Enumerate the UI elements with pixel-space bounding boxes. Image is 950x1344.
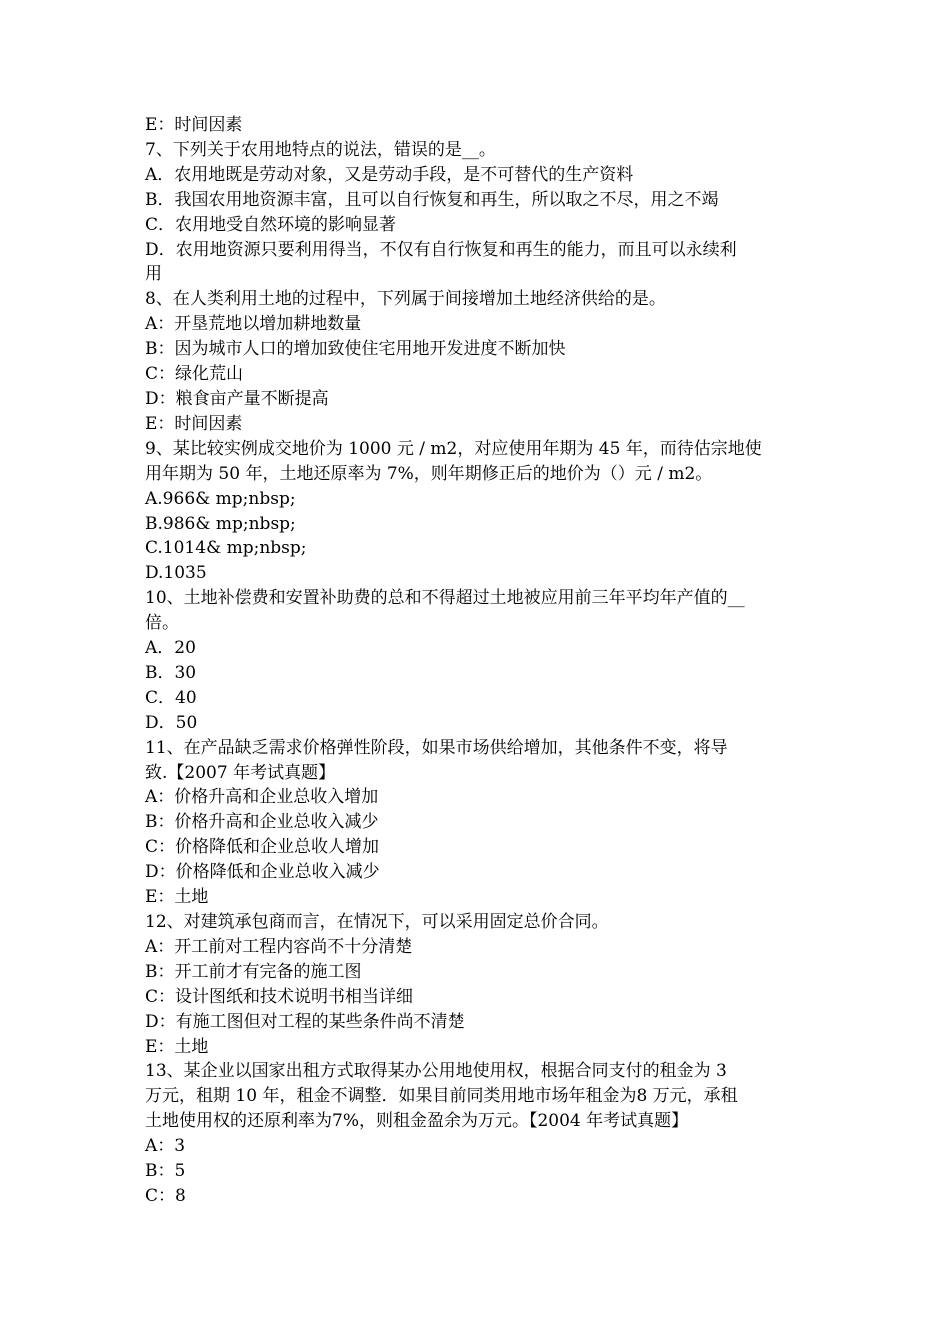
option-c: C.1014& mp;nbsp; (145, 538, 307, 559)
option-a: A.966& mp;nbsp; (145, 488, 296, 509)
question-13: 13、某企业以国家出租方式取得某办公用地使用权，根据合同支付的租金为 3 (145, 1061, 727, 1082)
option-b: B：5 (145, 1161, 186, 1182)
option-d: D：粮食亩产量不断提高 (145, 388, 329, 409)
question-13-continued: 万元，租期 10 年，租金不调整．如果目前同类用地市场年租金为8 万元，承租 (145, 1086, 738, 1107)
question-11-continued: 致.【2007 年考试真题】 (145, 762, 336, 783)
option-c: C：8 (145, 1185, 186, 1206)
option-a: A：开垦荒地以增加耕地数量 (145, 314, 362, 335)
option-c: C：绿化荒山 (145, 364, 244, 385)
option-b: B．30 (145, 662, 197, 683)
option-a: A：开工前对工程内容尚不十分清楚 (145, 936, 413, 957)
question-7: 7、下列关于农用地特点的说法，错误的是__。 (145, 139, 496, 160)
option-c: C：价格降低和企业总收人增加 (145, 837, 380, 858)
option-d-continued: 用 (145, 264, 162, 285)
option-e: E：土地 (145, 887, 209, 908)
question-9-continued: 用年期为 50 年，土地还原率为 7%，则年期修正后的地价为（）元 / m2。 (145, 463, 713, 484)
option-b: B：价格升高和企业总收入减少 (145, 812, 379, 833)
question-11: 11、在产品缺乏需求价格弹性阶段，如果市场供给增加，其他条件不变，将导 (145, 737, 728, 758)
option-e: E：时间因素 (145, 413, 243, 434)
option-a: A．20 (145, 638, 196, 659)
text-line: E：时间因素 (145, 115, 243, 135)
option-d: D.1035 (145, 563, 207, 584)
question-12: 12、对建筑承包商而言，在情况下，可以采用固定总价合同。 (145, 912, 609, 932)
option-d: D．50 (145, 712, 198, 733)
option-c: C．40 (145, 687, 197, 708)
document-page (145, 113, 810, 1209)
option-c: C．农用地受自然环境的影响显著 (145, 214, 397, 235)
option-a: A：3 (145, 1136, 186, 1157)
option-e: E：土地 (145, 1036, 209, 1057)
option-d: D：有施工图但对工程的某些条件尚不清楚 (145, 1011, 465, 1032)
option-c: C：设计图纸和技术说明书相当详细 (145, 986, 414, 1007)
option-a: A．农用地既是劳动对象，又是劳动手段，是不可替代的生产资料 (145, 164, 634, 185)
option-b: B．我国农用地资源丰富，且可以自行恢复和再生，所以取之不尽，用之不竭 (145, 189, 719, 210)
question-10-continued: 倍。 (145, 613, 179, 634)
option-d: D：价格降低和企业总收入减少 (145, 862, 380, 883)
question-10: 10、土地补偿费和安置补助费的总和不得超过土地被应用前三年平均年产值的__ (145, 588, 745, 609)
option-a: A：价格升高和企业总收入增加 (145, 787, 379, 808)
option-d: D．农用地资源只要利用得当，不仅有自行恢复和再生的能力，而且可以永续利 (145, 239, 737, 260)
question-13-continued: 土地使用权的还原利率为7%，则租金盈余为万元。【2004 年考试真题】 (145, 1111, 689, 1132)
question-8: 8、在人类利用土地的过程中，下列属于间接增加土地经济供给的是。 (145, 289, 666, 310)
option-b: B：开工前才有完备的施工图 (145, 961, 362, 982)
option-b: B.986& mp;nbsp; (145, 513, 296, 534)
option-b: B：因为城市人口的增加致使住宅用地开发进度不断加快 (145, 339, 566, 360)
question-9: 9、某比较实例成交地价为 1000 元 / m2，对应使用年期为 45 年，而待估宗地使 (145, 438, 762, 459)
